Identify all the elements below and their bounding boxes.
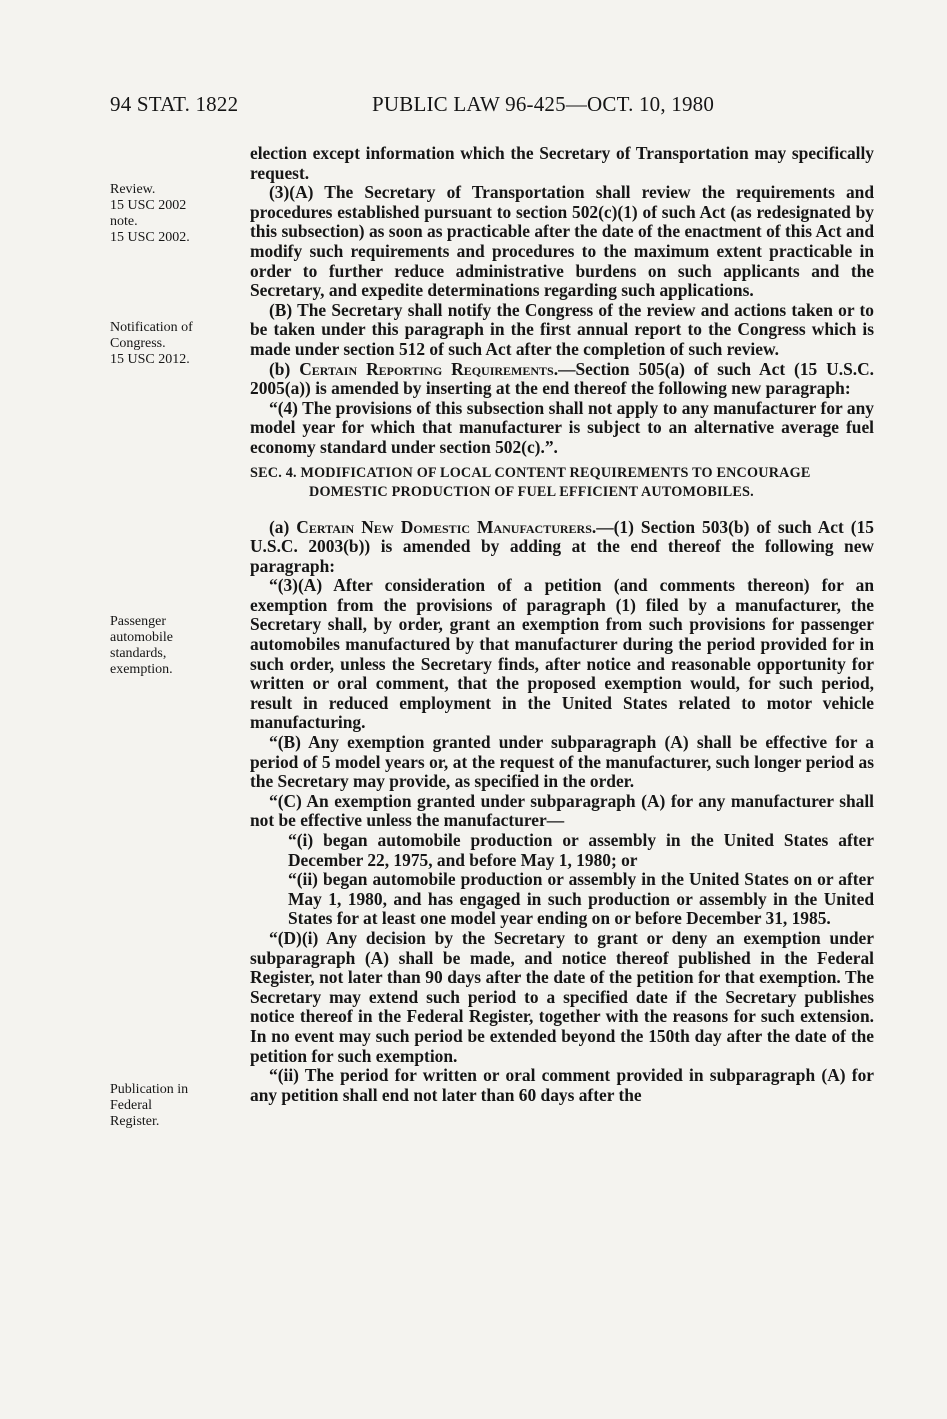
margin-note-passenger-automobile: Passenger automobile standards, exemption.: [110, 614, 173, 677]
paragraph-b-text: —Section 505(a) of such Act (15 U.S.C. 2005(a)) is amended by inserting at the end thereof the following new paragraph:: [250, 358, 874, 399]
paragraph-a-heading: Certain New Domestic Manufacturers.: [296, 516, 597, 537]
page-header: [110, 92, 770, 126]
paragraph-a-text: —(1) Section 503(b) of such Act (15 U.S.C. 2003(b)) is amended by adding at the end thereof the following new paragraph:: [250, 516, 874, 576]
paragraph-a: [250, 518, 874, 577]
paragraph-b-new: “(B) Any exemption granted under subparagraph (A) shall be effective for a period of 5 model years or, at the request of the manufacturer, such longer period as the Secretary may provide, as specified in the order.: [250, 732, 874, 792]
paragraph-b: [250, 360, 874, 399]
paragraph-d-ii: “(ii) The period for written or oral comment provided in subparagraph (A) for any petition shall end not later than 60 days after the: [250, 1065, 874, 1105]
paragraph-b-heading: Certain Reporting Requirements.: [299, 358, 559, 379]
paragraph-4: “(4) The provisions of this subsection shall not apply to any manufacturer for any model year for which that manufacturer is subject to an alternative average fuel economy standard under section 502(c).”.: [250, 397, 874, 457]
paragraph-c-ii: “(ii) began automobile production or assembly in the United States on or after May 1, 1980, and has engaged in such production or assembly in the United States for at least one model year ending on or before December 31, 1985.: [288, 869, 874, 929]
public-law-title: PUBLIC LAW 96-425—OCT. 10, 1980: [372, 92, 715, 116]
margin-note-review: Review. 15 USC 2002 note. 15 USC 2002.: [110, 182, 190, 245]
paragraph-b-label: (b): [269, 358, 300, 379]
statute-page-number: 94 STAT. 1822: [110, 92, 239, 116]
paragraph-continuation: election except information which the Secretary of Transportation may specifically request.: [250, 143, 874, 183]
paragraph-a-label: (a): [269, 516, 297, 537]
paragraph-c-new: “(C) An exemption granted under subparagraph (A) for any manufacturer shall not be effective unless the manufacturer—: [250, 790, 874, 831]
section-4-heading: SEC. 4. MODIFICATION OF LOCAL CONTENT REQUIREMENTS TO ENCOURAGE DOMESTIC PRODUCTION OF FUEL EFFICIENT AUTOMOBILES.: [250, 464, 811, 500]
margin-note-publication: Publication in Federal Register.: [110, 1082, 189, 1129]
paragraph-3a-new: “(3)(A) After consideration of a petition (and comments thereon) for an exemption from the provisions of paragraph (1) filed by a manufacturer, the Secretary shall, by order, grant an exemption from such provisions for passenger automobiles manufactured by that manufacturer during the period provided for in such order, unless the Secretary finds, after notice and reasonable opportunity for written or oral comment, that the proposed exemption would, for such period, result in reduced employment in the United States related to motor vehicle manufacturing.: [250, 575, 874, 733]
main-text: [250, 144, 874, 1105]
margin-note-notification: Notification of Congress. 15 USC 2012.: [110, 320, 193, 367]
paragraph-3b: (B) The Secretary shall notify the Congress of the review and actions taken or to be taken under this paragraph in the first annual report to the Congress which is made under section 512 of such Act after the completion of such review.: [250, 299, 874, 359]
paragraph-3a: (3)(A) The Secretary of Transportation shall review the requirements and procedures established pursuant to section 502(c)(1) of such Act (as redesignated by this subsection) as soon as practicable after the date of the enactment of this Act and modify such requirements and procedures to the maximum extent practicable in order to further reduce administrative burdens on such applicants and the Secretary, and expedite determinations regarding such applications.: [250, 182, 874, 301]
paragraph-d-i: “(D)(i) Any decision by the Secretary to grant or deny an exemption under subparagraph (A) shall be made, and notice thereof published in the Federal Register, not later than 90 days after the date of the petition for that exemption. The Secretary may extend such period to a specified date if the Secretary publishes notice thereof in the Federal Register, together with the reasons for such extension. In no event may such period be extended beyond the 150th day after the date of the petition for such exemption.: [250, 927, 874, 1066]
paragraph-c-i: “(i) began automobile production or assembly in the United States after December 22, 1975, and before May 1, 1980; or: [288, 830, 874, 870]
